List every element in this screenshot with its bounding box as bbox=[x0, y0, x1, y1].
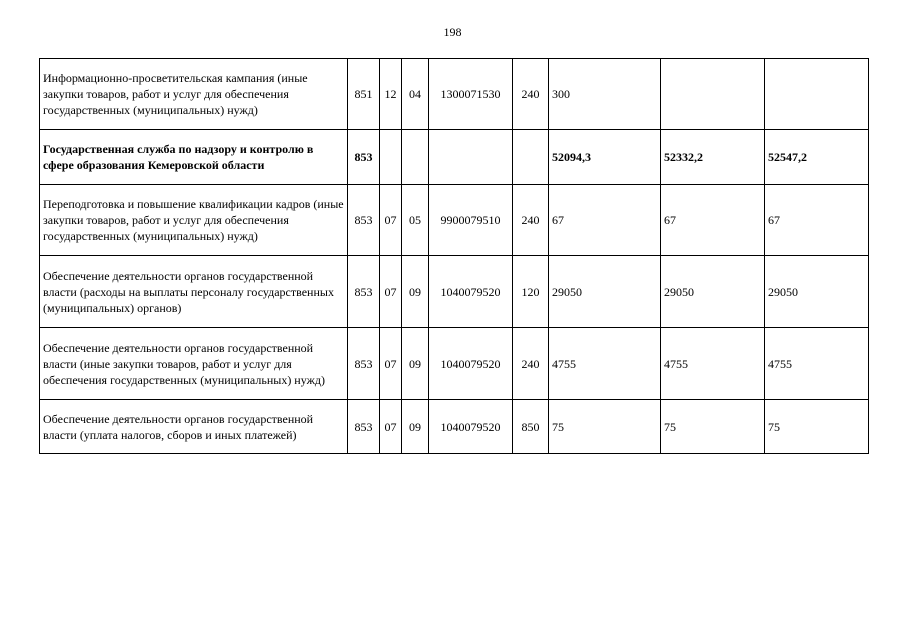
pr-code: 09 bbox=[402, 400, 429, 454]
row-name: Обеспечение деятельности органов государственной власти (расходы на выплаты персоналу государственных (муниципальных) органов) bbox=[40, 256, 348, 328]
rz-code bbox=[380, 130, 402, 185]
rz-code: 07 bbox=[380, 256, 402, 328]
table-row bbox=[40, 400, 869, 454]
amount-year-3: 67 bbox=[765, 185, 869, 256]
row-name: Информационно-просветительская кампания (иные закупки товаров, работ и услуг для обеспечения государственных (муниципальных) нужд) bbox=[40, 59, 348, 130]
csr-code: 9900079510 bbox=[429, 185, 513, 256]
csr-code: 1040079520 bbox=[429, 400, 513, 454]
amount-year-3: 4755 bbox=[765, 328, 869, 400]
csr-code: 1040079520 bbox=[429, 256, 513, 328]
pr-code: 05 bbox=[402, 185, 429, 256]
ved-code: 853 bbox=[348, 400, 380, 454]
vr-code: 240 bbox=[513, 185, 549, 256]
row-name: Переподготовка и повышение квалификации кадров (иные закупки товаров, работ и услуг для обеспечения государственных (муниципальных) нужд) bbox=[40, 185, 348, 256]
rz-code: 12 bbox=[380, 59, 402, 130]
pr-code: 04 bbox=[402, 59, 429, 130]
pr-code bbox=[402, 130, 429, 185]
vr-code: 240 bbox=[513, 59, 549, 130]
vr-code bbox=[513, 130, 549, 185]
row-name: Обеспечение деятельности органов государственной власти (уплата налогов, сборов и иных платежей) bbox=[40, 400, 348, 454]
page-number: 198 bbox=[443, 25, 462, 39]
amount-year-2: 4755 bbox=[661, 328, 765, 400]
budget-table bbox=[39, 58, 869, 454]
vr-code: 120 bbox=[513, 256, 549, 328]
amount-year-3 bbox=[765, 59, 869, 130]
rz-code: 07 bbox=[380, 328, 402, 400]
pr-code: 09 bbox=[402, 328, 429, 400]
amount-year-3: 52547,2 bbox=[765, 130, 869, 185]
amount-year-1: 300 bbox=[549, 59, 661, 130]
ved-code: 853 bbox=[348, 185, 380, 256]
amount-year-1: 52094,3 bbox=[549, 130, 661, 185]
ved-code: 853 bbox=[348, 328, 380, 400]
amount-year-1: 4755 bbox=[549, 328, 661, 400]
table-row bbox=[40, 328, 869, 400]
row-name: Обеспечение деятельности органов государственной власти (иные закупки товаров, работ и услуг для обеспечения государственных (муниципальных) нужд) bbox=[40, 328, 348, 400]
ved-code: 853 bbox=[348, 256, 380, 328]
table-row bbox=[40, 256, 869, 328]
amount-year-1: 75 bbox=[549, 400, 661, 454]
amount-year-2 bbox=[661, 59, 765, 130]
csr-code: 1040079520 bbox=[429, 328, 513, 400]
rz-code: 07 bbox=[380, 185, 402, 256]
pr-code: 09 bbox=[402, 256, 429, 328]
ved-code: 851 bbox=[348, 59, 380, 130]
amount-year-3: 29050 bbox=[765, 256, 869, 328]
table-row bbox=[40, 130, 869, 185]
table-row bbox=[40, 59, 869, 130]
amount-year-2: 29050 bbox=[661, 256, 765, 328]
csr-code: 1300071530 bbox=[429, 59, 513, 130]
amount-year-2: 67 bbox=[661, 185, 765, 256]
table-row bbox=[40, 185, 869, 256]
row-name: Государственная служба по надзору и контролю в сфере образования Кемеровской области bbox=[40, 130, 348, 185]
vr-code: 850 bbox=[513, 400, 549, 454]
amount-year-2: 52332,2 bbox=[661, 130, 765, 185]
csr-code bbox=[429, 130, 513, 185]
ved-code: 853 bbox=[348, 130, 380, 185]
vr-code: 240 bbox=[513, 328, 549, 400]
rz-code: 07 bbox=[380, 400, 402, 454]
amount-year-3: 75 bbox=[765, 400, 869, 454]
amount-year-1: 29050 bbox=[549, 256, 661, 328]
amount-year-1: 67 bbox=[549, 185, 661, 256]
amount-year-2: 75 bbox=[661, 400, 765, 454]
